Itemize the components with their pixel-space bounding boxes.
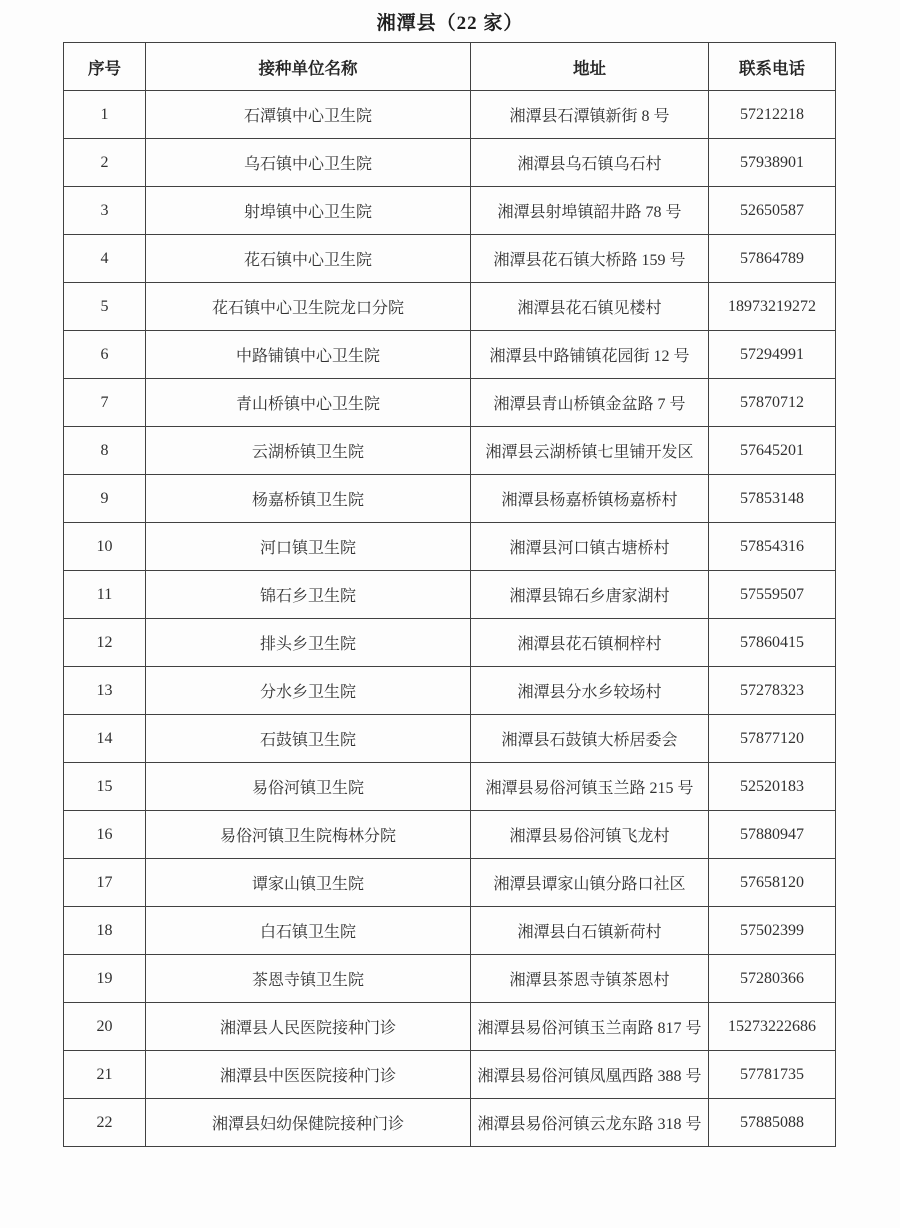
cell-unit-name: 排头乡卫生院 [146, 619, 471, 667]
cell-address: 湘潭县谭家山镇分路口社区 [471, 859, 709, 907]
cell-address: 湘潭县中路铺镇花园街 12 号 [471, 331, 709, 379]
cell-address: 湘潭县石鼓镇大桥居委会 [471, 715, 709, 763]
cell-serial-number: 9 [64, 475, 146, 523]
cell-phone: 52520183 [709, 763, 836, 811]
table-row [64, 715, 836, 763]
cell-phone: 57853148 [709, 475, 836, 523]
cell-address: 湘潭县石潭镇新街 8 号 [471, 91, 709, 139]
table-header-row [64, 43, 836, 91]
cell-phone: 57781735 [709, 1051, 836, 1099]
page-title: 湘潭县（22 家） [376, 13, 524, 34]
cell-serial-number: 7 [64, 379, 146, 427]
table-row [64, 283, 836, 331]
cell-unit-name: 湘潭县人民医院接种门诊 [146, 1003, 471, 1051]
table-body [64, 91, 836, 1147]
header-address: 地址 [471, 43, 709, 91]
cell-phone: 57860415 [709, 619, 836, 667]
table-row [64, 523, 836, 571]
cell-unit-name: 分水乡卫生院 [146, 667, 471, 715]
cell-address: 湘潭县易俗河镇云龙东路 318 号 [471, 1099, 709, 1147]
cell-unit-name: 易俗河镇卫生院 [146, 763, 471, 811]
cell-unit-name: 锦石乡卫生院 [146, 571, 471, 619]
cell-serial-number: 3 [64, 187, 146, 235]
header-unit-name: 接种单位名称 [146, 43, 471, 91]
cell-unit-name: 花石镇中心卫生院龙口分院 [146, 283, 471, 331]
cell-phone: 57212218 [709, 91, 836, 139]
cell-unit-name: 乌石镇中心卫生院 [146, 139, 471, 187]
table-row [64, 859, 836, 907]
vaccination-sites-table [63, 42, 836, 1147]
header-serial-number: 序号 [64, 43, 146, 91]
cell-address: 湘潭县易俗河镇凤凰西路 388 号 [471, 1051, 709, 1099]
cell-address: 湘潭县花石镇桐梓村 [471, 619, 709, 667]
table-row [64, 811, 836, 859]
cell-unit-name: 石鼓镇卫生院 [146, 715, 471, 763]
table-row [64, 139, 836, 187]
cell-address: 湘潭县杨嘉桥镇杨嘉桥村 [471, 475, 709, 523]
cell-serial-number: 19 [64, 955, 146, 1003]
cell-address: 湘潭县锦石乡唐家湖村 [471, 571, 709, 619]
table-row [64, 1051, 836, 1099]
cell-unit-name: 杨嘉桥镇卫生院 [146, 475, 471, 523]
header-phone: 联系电话 [709, 43, 836, 91]
cell-phone: 57294991 [709, 331, 836, 379]
cell-serial-number: 6 [64, 331, 146, 379]
cell-phone: 57864789 [709, 235, 836, 283]
cell-serial-number: 5 [64, 283, 146, 331]
cell-serial-number: 10 [64, 523, 146, 571]
cell-address: 湘潭县易俗河镇飞龙村 [471, 811, 709, 859]
cell-serial-number: 12 [64, 619, 146, 667]
cell-phone: 57854316 [709, 523, 836, 571]
table-row [64, 907, 836, 955]
cell-unit-name: 中路铺镇中心卫生院 [146, 331, 471, 379]
cell-serial-number: 21 [64, 1051, 146, 1099]
cell-phone: 52650587 [709, 187, 836, 235]
cell-unit-name: 石潭镇中心卫生院 [146, 91, 471, 139]
table-row [64, 475, 836, 523]
cell-address: 湘潭县河口镇古塘桥村 [471, 523, 709, 571]
cell-phone: 57645201 [709, 427, 836, 475]
table-row [64, 763, 836, 811]
cell-serial-number: 16 [64, 811, 146, 859]
cell-phone: 57658120 [709, 859, 836, 907]
cell-address: 湘潭县分水乡较场村 [471, 667, 709, 715]
cell-unit-name: 谭家山镇卫生院 [146, 859, 471, 907]
cell-unit-name: 云湖桥镇卫生院 [146, 427, 471, 475]
table-row [64, 235, 836, 283]
cell-phone: 57880947 [709, 811, 836, 859]
cell-serial-number: 8 [64, 427, 146, 475]
cell-address: 湘潭县青山桥镇金盆路 7 号 [471, 379, 709, 427]
cell-serial-number: 20 [64, 1003, 146, 1051]
cell-address: 湘潭县白石镇新荷村 [471, 907, 709, 955]
cell-serial-number: 22 [64, 1099, 146, 1147]
table-row [64, 619, 836, 667]
cell-serial-number: 17 [64, 859, 146, 907]
cell-unit-name: 白石镇卫生院 [146, 907, 471, 955]
cell-address: 湘潭县易俗河镇玉兰南路 817 号 [471, 1003, 709, 1051]
cell-unit-name: 茶恩寺镇卫生院 [146, 955, 471, 1003]
table-row [64, 1003, 836, 1051]
cell-phone: 15273222686 [709, 1003, 836, 1051]
cell-address: 湘潭县射埠镇韶井路 78 号 [471, 187, 709, 235]
cell-unit-name: 青山桥镇中心卫生院 [146, 379, 471, 427]
table-row [64, 571, 836, 619]
cell-address: 湘潭县云湖桥镇七里铺开发区 [471, 427, 709, 475]
cell-serial-number: 2 [64, 139, 146, 187]
cell-serial-number: 13 [64, 667, 146, 715]
cell-serial-number: 1 [64, 91, 146, 139]
cell-phone: 57280366 [709, 955, 836, 1003]
table-row [64, 667, 836, 715]
cell-phone: 57559507 [709, 571, 836, 619]
cell-unit-name: 易俗河镇卫生院梅林分院 [146, 811, 471, 859]
cell-phone: 57877120 [709, 715, 836, 763]
cell-phone: 57502399 [709, 907, 836, 955]
cell-address: 湘潭县乌石镇乌石村 [471, 139, 709, 187]
table-row [64, 1099, 836, 1147]
cell-address: 湘潭县茶恩寺镇茶恩村 [471, 955, 709, 1003]
cell-unit-name: 湘潭县妇幼保健院接种门诊 [146, 1099, 471, 1147]
cell-serial-number: 15 [64, 763, 146, 811]
table-row [64, 379, 836, 427]
table-row [64, 91, 836, 139]
cell-address: 湘潭县易俗河镇玉兰路 215 号 [471, 763, 709, 811]
cell-phone: 57870712 [709, 379, 836, 427]
cell-serial-number: 4 [64, 235, 146, 283]
cell-serial-number: 11 [64, 571, 146, 619]
table-row [64, 187, 836, 235]
table-row [64, 331, 836, 379]
cell-address: 湘潭县花石镇大桥路 159 号 [471, 235, 709, 283]
cell-phone: 57885088 [709, 1099, 836, 1147]
cell-unit-name: 湘潭县中医医院接种门诊 [146, 1051, 471, 1099]
cell-serial-number: 18 [64, 907, 146, 955]
cell-serial-number: 14 [64, 715, 146, 763]
table-row [64, 955, 836, 1003]
table-row [64, 427, 836, 475]
cell-phone: 18973219272 [709, 283, 836, 331]
cell-address: 湘潭县花石镇见楼村 [471, 283, 709, 331]
cell-phone: 57278323 [709, 667, 836, 715]
cell-unit-name: 花石镇中心卫生院 [146, 235, 471, 283]
cell-phone: 57938901 [709, 139, 836, 187]
cell-unit-name: 射埠镇中心卫生院 [146, 187, 471, 235]
cell-unit-name: 河口镇卫生院 [146, 523, 471, 571]
